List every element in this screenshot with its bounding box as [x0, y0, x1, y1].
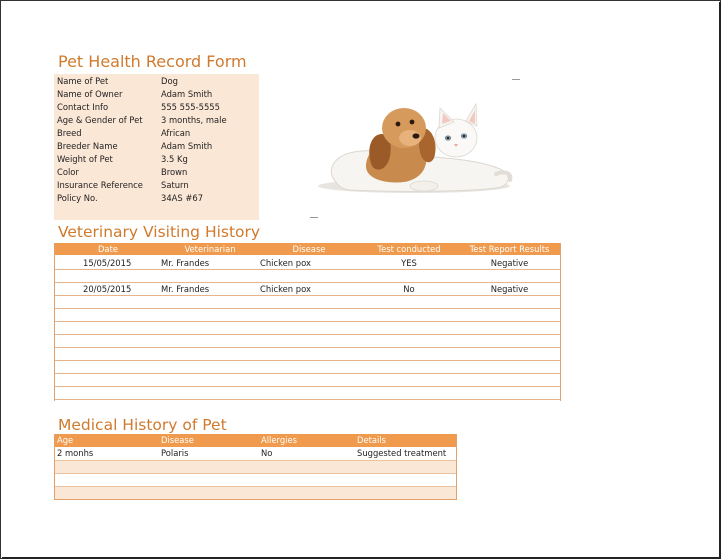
pet-info-value: African: [161, 128, 191, 138]
pet-info-value: 3 months, male: [161, 115, 227, 125]
visit-cell-disease: Chicken pox: [260, 258, 311, 268]
medical-row-line: [55, 486, 456, 487]
visit-header-test-results: Test Report Results: [469, 244, 550, 254]
visit-cell-date: 15/05/2015: [83, 258, 132, 268]
visit-header-disease: Disease: [292, 244, 326, 254]
medical-cell-age: 2 monhs: [57, 448, 94, 458]
pet-info-row: [54, 166, 259, 179]
pet-info-row: [54, 140, 259, 153]
pet-info-row: [54, 75, 259, 88]
pet-info-row: [54, 88, 259, 101]
pet-info-label: Name of Owner: [57, 89, 123, 99]
visit-row-line: [55, 269, 560, 270]
medical-row: [55, 473, 456, 486]
medical-header-details: Details: [357, 435, 387, 445]
medical-header-disease: Disease: [161, 435, 194, 445]
medical-table-header: [55, 434, 456, 447]
medical-cell-details: Suggested treatment: [357, 448, 447, 458]
visit-header-date: Date: [97, 244, 119, 254]
pet-info-row: [54, 179, 259, 192]
visit-row-line: [55, 373, 560, 374]
visit-row-line: [55, 360, 560, 361]
medical-row: [55, 486, 456, 499]
medical-cell-disease: Polaris: [161, 448, 189, 458]
pet-info-value: Adam Smith: [161, 89, 213, 99]
visit-history-title: Veterinary Visiting History: [58, 223, 261, 241]
pet-info-label: Insurance Reference: [57, 180, 143, 190]
pet-info-label: Breeder Name: [57, 141, 118, 151]
visit-row-line: [55, 321, 560, 322]
pet-info-value: Brown: [161, 167, 188, 177]
visit-row-line: [55, 334, 560, 335]
visit-cell-test-results: Negative: [490, 258, 529, 268]
pet-info-label: Age & Gender of Pet: [57, 115, 143, 125]
pet-info-block: [54, 74, 259, 220]
image-handle-mark: [512, 79, 520, 80]
medical-row: [55, 460, 456, 473]
pet-info-label: Name of Pet: [57, 76, 109, 86]
pet-info-label: Weight of Pet: [57, 154, 113, 164]
pet-info-row: [54, 153, 259, 166]
visit-header-veterinarian: Veterinarian: [184, 244, 236, 254]
visit-cell-disease: Chicken pox: [260, 284, 311, 294]
pet-info-value: Adam Smith: [161, 141, 213, 151]
visit-row-line: [55, 295, 560, 296]
pet-info-row: [54, 192, 259, 205]
visit-header-test-conducted: Test conducted: [377, 244, 441, 254]
visit-cell-test-results: Negative: [490, 284, 529, 294]
pet-info-row: [54, 127, 259, 140]
medical-row-line: [55, 460, 456, 461]
pet-info-row: [54, 114, 259, 127]
visit-row-line: [55, 308, 560, 309]
visit-history-table: [54, 243, 561, 401]
puppy-and-kitten-photo: [306, 94, 518, 198]
visit-cell-veterinarian: Mr. Frandes: [161, 258, 210, 268]
pet-info-value: Saturn: [161, 180, 189, 190]
medical-header-age: Age: [57, 435, 74, 445]
medical-row: [55, 447, 456, 460]
pet-info-label: Breed: [57, 128, 82, 138]
pet-info-label: Policy No.: [57, 193, 98, 203]
visit-cell-test-conducted: No: [403, 284, 415, 294]
form-title: Pet Health Record Form: [58, 52, 247, 71]
pet-info-row: [54, 101, 259, 114]
visit-cell-veterinarian: Mr. Frandes: [161, 284, 210, 294]
medical-history-table: [54, 434, 457, 500]
medical-history-title: Medical History of Pet: [58, 416, 227, 434]
visit-row-line: [55, 399, 560, 400]
medical-header-allergies: Allergies: [261, 435, 297, 445]
visit-row-line: [55, 347, 560, 348]
visit-cell-test-conducted: YES: [401, 258, 417, 268]
visit-cell-date: 20/05/2015: [83, 284, 132, 294]
pet-info-value: 34AS #67: [161, 193, 204, 203]
medical-cell-allergies: No: [261, 448, 273, 458]
pet-info-label: Contact Info: [57, 102, 109, 112]
pet-info-value: 555 555-5555: [161, 102, 220, 112]
visit-table-header: [55, 243, 560, 255]
visit-row-line: [55, 386, 560, 387]
pet-info-label: Color: [57, 167, 79, 177]
pet-info-value: Dog: [161, 76, 178, 86]
pet-info-value: 3.5 Kg: [161, 154, 188, 164]
image-handle-mark: [310, 217, 318, 218]
medical-row-line: [55, 473, 456, 474]
visit-row-line: [55, 282, 560, 283]
